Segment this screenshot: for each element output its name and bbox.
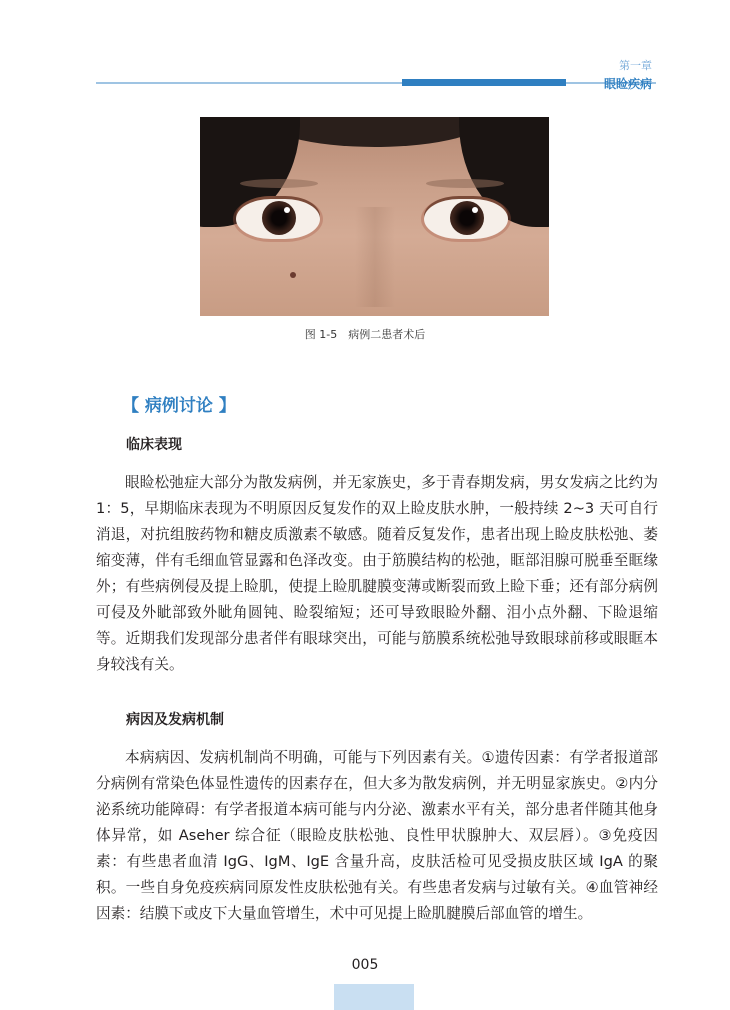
left-eye	[424, 199, 508, 239]
chapter-number: 第一章	[619, 59, 652, 72]
footer-tab	[334, 984, 414, 1010]
section-heading: 【 病例讨论 】	[122, 396, 236, 416]
header-rule	[96, 82, 656, 84]
etiology-heading: 病因及发病机制	[126, 712, 224, 728]
patient-photo	[200, 117, 549, 316]
chapter-title: 眼睑疾病	[603, 77, 652, 91]
clinical-heading: 临床表现	[126, 437, 182, 453]
figure-caption: 图 1-5 病例二患者术后	[304, 328, 426, 341]
clinical-paragraph: 眼睑松弛症大部分为散发病例，并无家族史，多于青春期发病，男女发病之比约为 1：5，早期临床表现为不明原因反复发作的双上睑皮肤水肿，一般持续 2~3 天可自行消退，对抗组胺药物和糖皮质激素不敏感。随着反复发作，患者出现上睑皮肤松弛、萎缩变薄，伴有毛细血管显露和色泽改变。由于筋膜结构的松弛，眶部泪腺可脱垂至眶缘外；有些病例侵及提上睑肌，使提上睑肌腱膜变薄或断裂而致上睑下垂；还有部分病例可侵及外眦部致外眦角圆钝、睑裂缩短；还可导致眼睑外翻、泪小点外翻、下睑退缩等。近期我们发现部分患者伴有眼球突出，可能与筋膜系统松弛导致眼球前移或眼眶本身较浅有关。	[96, 474, 658, 673]
etiology-paragraph: 本病病因、发病机制尚不明确，可能与下列因素有关。①遗传因素：有学者报道部分病例有常染色体显性遗传的因素存在，但大多为散发病例，并无明显家族史。②内分泌系统功能障碍：有学者报道本病可能与内分泌、激素水平有关，部分患者伴随其他身体异常，如 Aseher 综合征（眼睑皮肤松弛、良性甲状腺肿大、双层唇）。③免疫因素：有些患者血清 IgG、IgM、IgE 含量升高，皮肤活检可见受损皮肤区域 IgA 的聚积。一些自身免疫疾病同原发性皮肤松弛有关。有些患者发病与过敏有关。④血管神经因素：结膜下或皮下大量血管增生，术中可见提上睑肌腱膜后部血管的增生。	[96, 749, 658, 922]
header-rule-accent	[402, 79, 566, 86]
right-eye	[236, 199, 320, 239]
page-number: 005	[351, 957, 379, 973]
